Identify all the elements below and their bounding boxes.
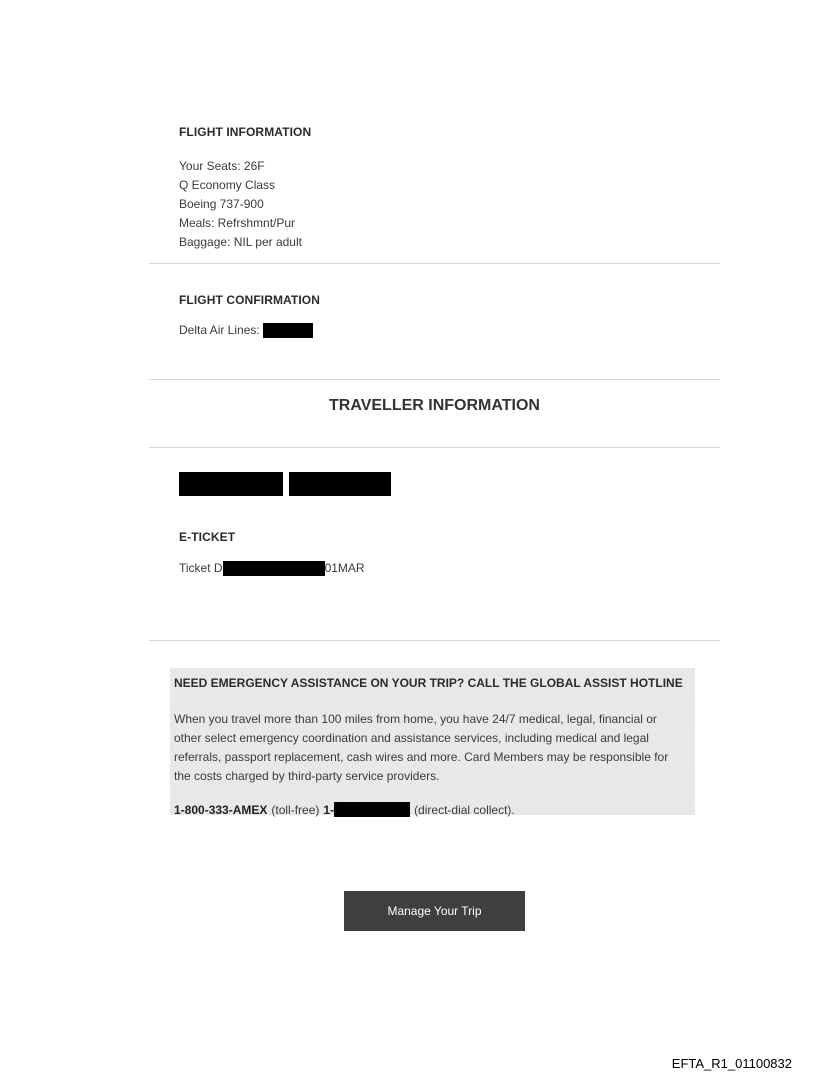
redacted-ticket-number bbox=[223, 561, 325, 576]
e-ticket-section bbox=[179, 530, 365, 578]
divider bbox=[149, 263, 720, 264]
e-ticket-heading: E-TICKET bbox=[179, 530, 236, 544]
redacted-first-name bbox=[179, 472, 283, 496]
airline-label: Delta Air Lines: bbox=[179, 323, 260, 337]
flight-confirmation-heading: FLIGHT CONFIRMATION bbox=[179, 293, 320, 307]
collect-number-prefix: 1- bbox=[323, 802, 335, 817]
confirmation-line bbox=[179, 321, 320, 340]
hotline-numbers bbox=[174, 802, 515, 817]
flight-confirmation-section bbox=[179, 293, 320, 340]
manage-your-trip-button[interactable] bbox=[344, 891, 525, 931]
class-line: Q Economy Class bbox=[179, 178, 276, 192]
flight-information-heading: FLIGHT INFORMATION bbox=[179, 125, 312, 139]
divider bbox=[149, 447, 720, 448]
ticket-line bbox=[179, 559, 365, 578]
manage-your-trip-label: Manage Your Trip bbox=[387, 904, 482, 918]
emergency-body: When you travel more than 100 miles from home, you have 24/7 medical, legal, financial or other select emergency coordination and assistance services, including medical and legal referrals, passport replacement, cash wires and more. Card Members may be responsible for the costs charged by third-party service providers. bbox=[174, 712, 669, 783]
emergency-heading: NEED EMERGENCY ASSISTANCE ON YOUR TRIP? CALL THE GLOBAL ASSIST HOTLINE bbox=[174, 676, 683, 690]
emergency-assistance-box bbox=[170, 668, 695, 815]
seat-line: Your Seats: 26F bbox=[179, 159, 265, 173]
redacted-last-name bbox=[289, 472, 391, 496]
document-id: EFTA_R1_01100832 bbox=[671, 1056, 792, 1071]
divider bbox=[149, 379, 720, 380]
tollfree-label: (toll-free) bbox=[271, 802, 320, 817]
divider bbox=[149, 640, 720, 641]
ticket-prefix: Ticket D bbox=[179, 561, 223, 575]
redacted-confirmation-code bbox=[263, 323, 313, 338]
traveller-information-title: TRAVELLER INFORMATION bbox=[329, 397, 540, 414]
baggage-line: Baggage: NIL per adult bbox=[179, 235, 302, 249]
aircraft-line: Boeing 737-900 bbox=[179, 197, 264, 211]
meals-line: Meals: Refrshmnt/Pur bbox=[179, 216, 296, 230]
redacted-collect-number bbox=[334, 802, 410, 817]
tollfree-number[interactable]: 1-800-333-AMEX bbox=[174, 802, 268, 817]
collect-label: (direct-dial collect). bbox=[414, 802, 515, 817]
flight-information-section bbox=[179, 125, 311, 252]
traveller-name bbox=[179, 472, 391, 496]
ticket-suffix: 01MAR bbox=[324, 561, 365, 575]
